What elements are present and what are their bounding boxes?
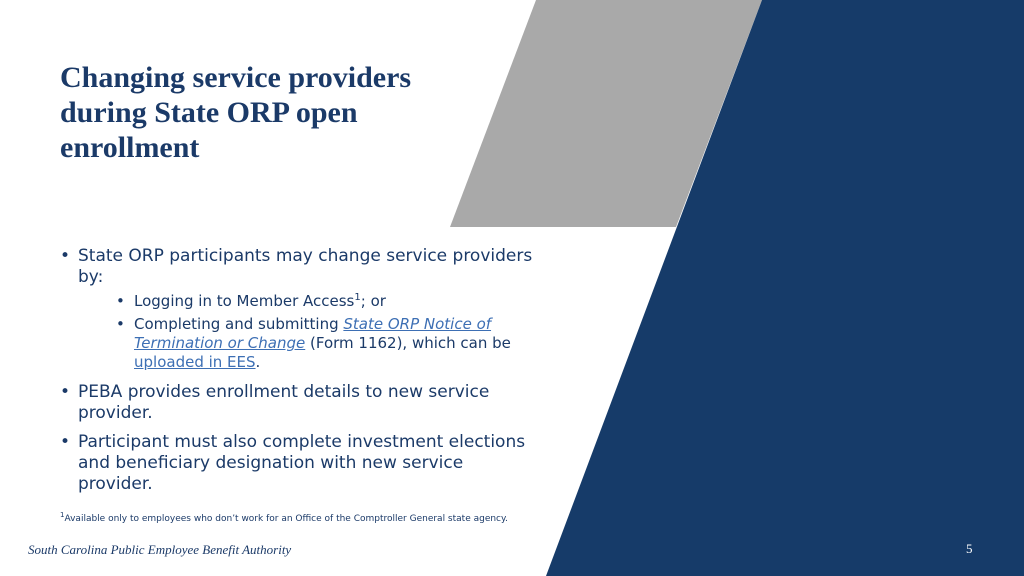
bullet-icon: • (60, 432, 71, 452)
sub-bullet-text: Completing and submitting (134, 315, 344, 333)
sub-bullet-item (116, 292, 540, 311)
sub-bullet-icon: • (116, 315, 125, 333)
footer-organization: South Carolina Public Employee Benefit Authority (28, 542, 292, 557)
sub-bullet-item (116, 315, 540, 372)
footnote-marker: 1 (354, 292, 361, 303)
sub-bullet-list (78, 292, 540, 372)
bullet-item (60, 246, 540, 372)
ees-upload-link[interactable]: uploaded in EES (134, 353, 256, 371)
bullet-icon: • (60, 382, 71, 402)
footnote-text: Available only to employees who don’t work for an Office of the Comptroller General state agency. (64, 514, 508, 524)
bullet-icon: • (60, 246, 71, 266)
bullet-text: PEBA provides enrollment details to new service provider. (78, 382, 490, 423)
footnote-number: 1 (60, 511, 65, 519)
sub-bullet-text: Logging in to Member Access (134, 292, 355, 310)
bullet-item (60, 382, 540, 424)
sub-bullet-text-middle: (Form 1162), which can be (305, 334, 511, 352)
bullet-item (60, 432, 540, 495)
bullet-list (60, 246, 540, 503)
sub-bullet-text-end: . (255, 353, 261, 371)
footnote (60, 511, 560, 524)
sub-bullet-icon: • (116, 292, 125, 310)
slide-title: Changing service providers during State ORP open enrollment (60, 61, 412, 164)
form-1162-link[interactable]: State ORP Notice of Termination or Change (134, 315, 492, 352)
page-number: 5 (966, 541, 973, 556)
sub-bullet-text-end: ; or (360, 292, 386, 310)
bullet-text: State ORP participants may change service providers by: (78, 246, 533, 287)
bullet-text: Participant must also complete investment elections and beneficiary designation with new service provider. (78, 432, 526, 494)
